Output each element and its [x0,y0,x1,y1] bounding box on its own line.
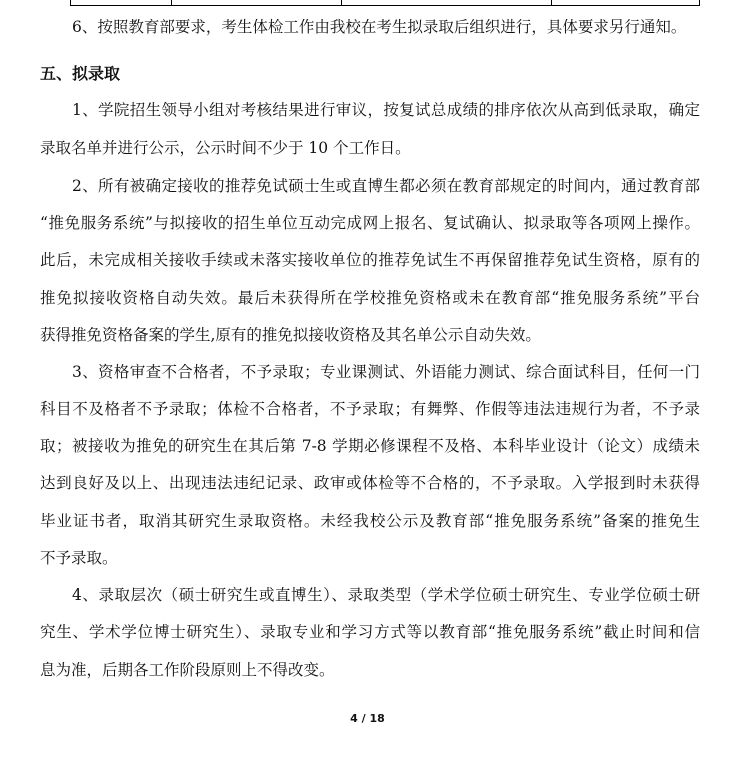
paragraph-line: 息为准，后期各工作阶段原则上不得改变。 [40,661,335,679]
paragraph-line: 究生、学术学位博士研究生）、录取专业和学习方式等以教育部“推免服务系统”截止时间和信 [40,623,700,641]
paragraph-line: 4、录取层次（硕士研究生或直博生）、录取类型（学术学位硕士研究生、专业学位硕士研 [72,586,700,604]
paragraph-line: 录取名单并进行公示，公示时间不少于 10 个工作日。 [40,139,411,157]
paragraph-line: 达到良好及以上、出现违法违纪记录、政审或体检等不合格的，不予录取。入学报到时未获得 [40,474,700,492]
paragraph-line: 3、资格审查不合格者，不予录取；专业课测试、外语能力测试、综合面试科目，任何一门 [72,363,700,381]
section-heading: 五、拟录取 [40,64,121,83]
paragraph-line: 科目不及格者不予录取；体检不合格者，不予录取；有舞弊、作假等违法违规行为者，不予录 [40,400,700,418]
table-column-divider [171,0,172,6]
table-bottom-edge [70,0,700,6]
paragraph-line: 此后，未完成相关接收手续或未落实接收单位的推荐免试生不再保留推荐免试生资格，原有的 [40,251,700,269]
paragraph-line: 推免拟接收资格自动失效。最后未获得所在学校推免资格或未在教育部“推免服务系统”平台 [40,289,700,307]
table-column-divider [551,0,552,6]
paragraph-line: 取；被接收为推免的研究生在其后第 7-8 学期必修课程不及格、本科毕业设计（论文）成绩未 [40,437,700,455]
table-column-divider [341,0,342,6]
page-number: 4 / 18 [350,712,385,725]
paragraph-line: 不予录取。 [40,549,118,567]
item-6-text: 6、按照教育部要求，考生体检工作由我校在考生拟录取后组织进行，具体要求另行通知。 [72,18,687,36]
paragraph-line: 1、学院招生领导小组对考核结果进行审议，按复试总成绩的排序依次从高到低录取，确定 [72,101,700,119]
paragraph-line: “推免服务系统”与拟接收的招生单位互动完成网上报名、复试确认、拟录取等各项网上操作。 [40,214,700,232]
paragraph-line: 毕业证书者，取消其研究生录取资格。未经我校公示及教育部“推免服务系统”备案的推免生 [40,512,700,530]
paragraph-line: 获得推免资格备案的学生,原有的推免拟接收资格及其名单公示自动失效。 [40,326,541,344]
paragraph-line: 2、所有被确定接收的推荐免试硕士生或直博生都必须在教育部规定的时间内，通过教育部 [72,177,700,195]
